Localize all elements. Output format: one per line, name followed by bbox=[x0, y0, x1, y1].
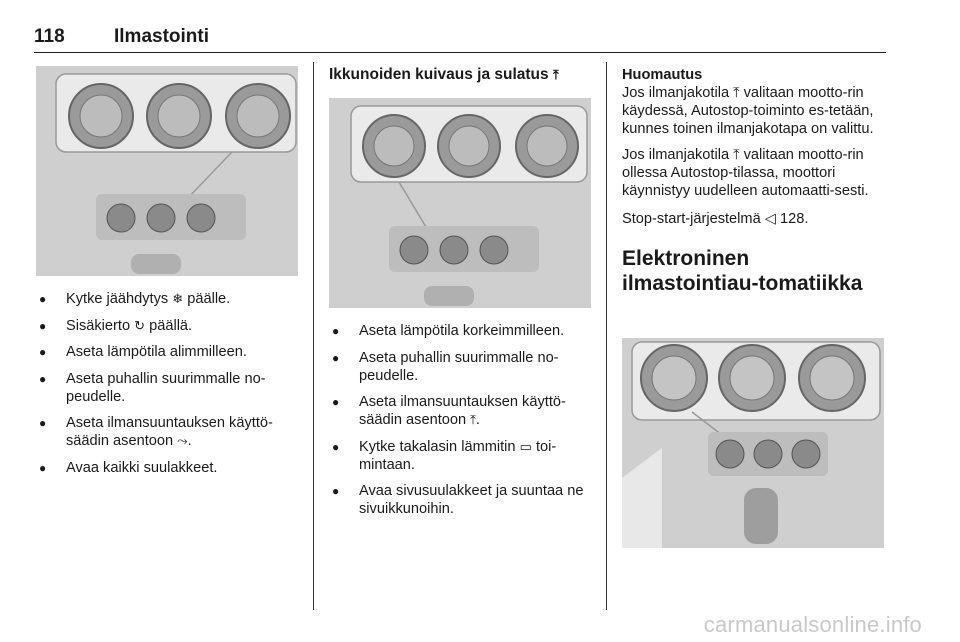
middle-column bbox=[329, 66, 593, 98]
defrost-icon: ⤒ bbox=[470, 412, 476, 427]
note-paragraph: Jos ilmanjakotila ⤒ valitaan mootto-rin ollessa Autostop-tilassa, moottori käynnistyy uudelleen automaatti-sesti. bbox=[622, 147, 869, 199]
left-column bbox=[36, 290, 302, 485]
column-divider-left bbox=[313, 62, 314, 610]
list-item: ● Aseta lämpötila korkeimmilleen. bbox=[329, 322, 595, 340]
list-item: ● Avaa kaikki suulakkeet. bbox=[36, 459, 302, 477]
section-title: Ikkunoiden kuivaus ja sulatus ⤒ bbox=[329, 66, 559, 83]
climate-panel-image-1 bbox=[36, 66, 298, 276]
list-item: ● Aseta lämpötila alimmilleen. bbox=[36, 343, 302, 361]
page-title: Ilmastointi bbox=[114, 26, 210, 47]
list-item: ● Kytke jäähdytys ❄ päälle. bbox=[36, 290, 302, 308]
rear-window-heater-icon: ▭ bbox=[519, 438, 532, 454]
page-number: 118 bbox=[34, 26, 65, 47]
list-item: ● Sisäkierto ↻ päällä. bbox=[36, 317, 302, 335]
middle-bullets bbox=[329, 322, 595, 527]
air-distribution-icon: ⤳ bbox=[177, 433, 188, 448]
page-header bbox=[34, 22, 886, 53]
column-divider-right bbox=[606, 62, 607, 610]
list-item: ● Aseta ilmansuuntauksen käyttö-säädin asentoon ⤒. bbox=[329, 393, 595, 429]
snowflake-icon: ❄ bbox=[172, 291, 184, 306]
list-item: ● Aseta puhallin suurimmalle no-peudelle. bbox=[36, 370, 302, 406]
note-title: Huomautus bbox=[622, 67, 703, 83]
climate-panel-image-3 bbox=[622, 338, 884, 548]
list-item: ● Aseta puhallin suurimmalle no-peudelle. bbox=[329, 349, 595, 385]
cross-reference: Stop-start-järjestelmä ◁ 128. bbox=[622, 211, 809, 227]
note-paragraph: Jos ilmanjakotila ⤒ valitaan mootto-rin käydessä, Autostop-toiminto es-tetään, kunnes toinen ilmanjakotapa on valittu. bbox=[622, 85, 874, 137]
list-item: ● Aseta ilmansuuntauksen käyttö-säädin asentoon ⤳. bbox=[36, 414, 302, 450]
defrost-icon: ⤒ bbox=[552, 67, 559, 82]
section-heading: Elektroninen ilmastointiau-tomatiikka bbox=[622, 247, 863, 295]
list-item: ● Avaa sivusuulakkeet ja suuntaa ne sivuikkunoihin. bbox=[329, 482, 595, 518]
watermark: carmanualsonline.info bbox=[703, 612, 922, 637]
right-column bbox=[622, 66, 888, 296]
recirculation-icon: ↻ bbox=[134, 317, 146, 333]
list-item: ● Kytke takalasin lämmitin ▭ toi-mintaan. bbox=[329, 438, 595, 474]
climate-panel-image-2 bbox=[329, 98, 591, 308]
